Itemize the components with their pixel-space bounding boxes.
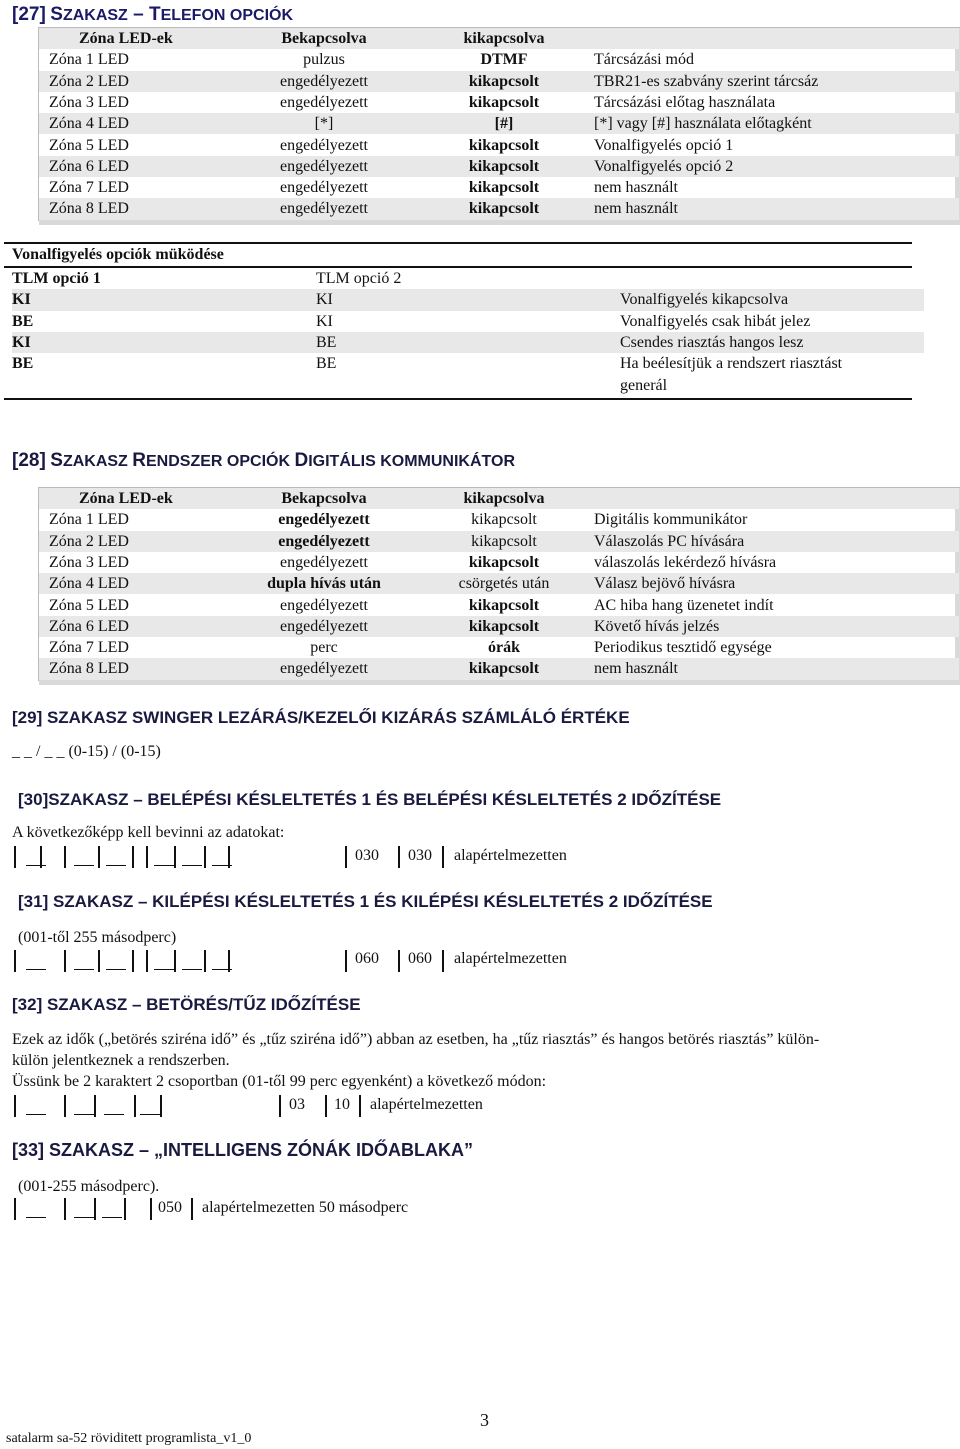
table-row: Zóna 7 LED perc órák Periodikus tesztidő egysége <box>49 639 772 657</box>
s30-entry-boxes <box>14 846 234 870</box>
s33-box-2 <box>191 1198 193 1220</box>
s28-title: [28] SZAKASZ RENDSZER OPCIÓK DIGITÁLIS KOMMUNIKÁTOR <box>12 450 516 471</box>
s31-default: alapértelmezetten <box>454 950 567 967</box>
s28-table <box>38 487 960 681</box>
table-row: Zóna 2 LED engedélyezett kikapcsolt Válaszolás PC hívására <box>39 531 959 552</box>
s30-value-1: 030 <box>355 847 379 864</box>
s33-box-1 <box>150 1198 152 1220</box>
s32-entry-boxes <box>14 1095 174 1119</box>
s32-box-2 <box>325 1095 327 1117</box>
page-number: 3 <box>480 1410 489 1430</box>
s27-table <box>38 27 960 221</box>
table-row: Zóna 5 LED engedélyezett kikapcsolt Vonalfigyelés opció 1 <box>49 136 734 154</box>
s30-box-3 <box>442 846 444 868</box>
s30-box-2 <box>398 846 400 868</box>
s33-default: alapértelmezetten 50 másodperc <box>202 1199 409 1216</box>
table-row: Zóna 6 LED engedélyezett kikapcsolt Követő hívás jelzés <box>39 616 959 637</box>
divider <box>4 398 912 400</box>
s30-title: [30]SZAKASZ – BELÉPÉSI KÉSLELTETÉS 1 ÉS BELÉPÉSI KÉSLELTETÉS 2 IDŐZÍTÉSE <box>18 790 722 809</box>
table-row: Zóna 3 LED engedélyezett kikapcsolt válaszolás lekérdező hívásra <box>49 553 777 571</box>
s33-title: [33] SZAKASZ – „INTELLIGENS ZÓNÁK IDŐABLAKA” <box>12 1140 474 1160</box>
s29-line: _ _ / _ _ (0-15) / (0-15) <box>12 743 161 760</box>
s27-title: [27] SZAKASZ – TELEFON OPCIÓK <box>12 4 294 25</box>
s31-intro: (001-től 255 másodperc) <box>18 929 177 946</box>
s30-intro: A következőképp kell bevinni az adatokat: <box>12 824 285 841</box>
s31-box-3 <box>442 950 444 972</box>
table-row: Zóna 2 LED engedélyezett kikapcsolt TBR21-es szabvány szerint tárcsáz <box>39 71 959 92</box>
s33-entry-boxes <box>14 1198 134 1222</box>
table-row: KI BE Csendes riasztás hangos lesz <box>12 332 924 353</box>
table-row: Zóna 3 LED engedélyezett kikapcsolt Tárcsázási előtag használata <box>49 93 776 111</box>
table-row: Zóna 7 LED engedélyezett kikapcsolt nem használt <box>49 179 678 197</box>
table-row: Zóna 5 LED engedélyezett kikapcsolt AC hiba hang üzenetet indít <box>49 596 774 614</box>
s30-box-1 <box>345 846 347 868</box>
s30-value-2: 030 <box>408 847 432 864</box>
s32-value-1: 03 <box>289 1096 305 1113</box>
s31-value-2: 060 <box>408 950 432 967</box>
s31-entry-boxes <box>14 950 234 974</box>
table-header: TLM opció 1 TLM opció 2 <box>12 270 402 287</box>
table-row: Zóna 1 LED pulzus DTMF Tárcsázási mód <box>49 51 694 69</box>
s31-box-1 <box>345 950 347 972</box>
s32-para-3: Üssünk be 2 karaktert 2 csoportban (01-től 99 perc egyenként) a következő módon: <box>12 1073 547 1090</box>
s31-box-2 <box>398 950 400 972</box>
divider <box>4 242 912 244</box>
s30-default: alapértelmezetten <box>454 847 567 864</box>
table-row: Zóna 4 LED dupla hívás után csörgetés után Válasz bejövő hívásra <box>39 573 959 594</box>
table-row: Zóna 8 LED engedélyezett kikapcsolt nem használt <box>39 658 959 679</box>
lm-title: Vonalfigyelés opciók müködése <box>12 246 224 263</box>
footer-doc-name: satalarm sa-52 röviditett programlista_v1_0 <box>6 1431 252 1446</box>
s32-value-2: 10 <box>334 1096 350 1113</box>
s31-value-1: 060 <box>355 950 379 967</box>
table-row: generál <box>620 376 668 394</box>
s32-default: alapértelmezetten <box>370 1096 483 1113</box>
s33-intro: (001-255 másodperc). <box>18 1178 160 1195</box>
table-row: Zóna 1 LED engedélyezett kikapcsolt Digitális kommunikátor <box>49 511 748 529</box>
s32-box-1 <box>279 1095 281 1117</box>
table-row: KI KI Vonalfigyelés kikapcsolva <box>12 289 924 310</box>
s31-title: [31] SZAKASZ – KILÉPÉSI KÉSLELTETÉS 1 ÉS KILÉPÉSI KÉSLELTETÉS 2 IDŐZÍTÉSE <box>18 892 713 911</box>
table-row: Zóna 8 LED engedélyezett kikapcsolt nem használt <box>39 198 959 219</box>
s32-para-2: külön jelentkeznek a rendszerben. <box>12 1052 230 1069</box>
s32-para-1: Ezek az idők („betörés sziréna idő” és „tűz sziréna idő”) abban az esetben, ha „tűz riasztás” és hangos betörés riasztás” külön- <box>12 1031 820 1048</box>
table-header: Zóna LED-ek Bekapcsolva kikapcsolva <box>39 488 959 509</box>
s29-title: [29] SZAKASZ SWINGER LEZÁRÁS/KEZELŐI KIZÁRÁS SZÁMLÁLÓ ÉRTÉKE <box>12 708 630 727</box>
table-row: BE BE Ha beélesítjük a rendszert riasztást <box>12 355 843 373</box>
s32-title: [32] SZAKASZ – BETÖRÉS/TŰZ IDŐZÍTÉSE <box>12 995 361 1014</box>
s33-value-1: 050 <box>158 1199 182 1216</box>
table-header: Zóna LED-ek Bekapcsolva kikapcsolva <box>39 28 959 49</box>
table-row: Zóna 6 LED engedélyezett kikapcsolt Vonalfigyelés opció 2 <box>39 156 959 177</box>
s32-box-3 <box>359 1095 361 1117</box>
table-row: BE KI Vonalfigyelés csak hibát jelez <box>12 312 811 330</box>
table-row: Zóna 4 LED [*] [#] [*] vagy [#] használata előtagként <box>39 113 959 134</box>
